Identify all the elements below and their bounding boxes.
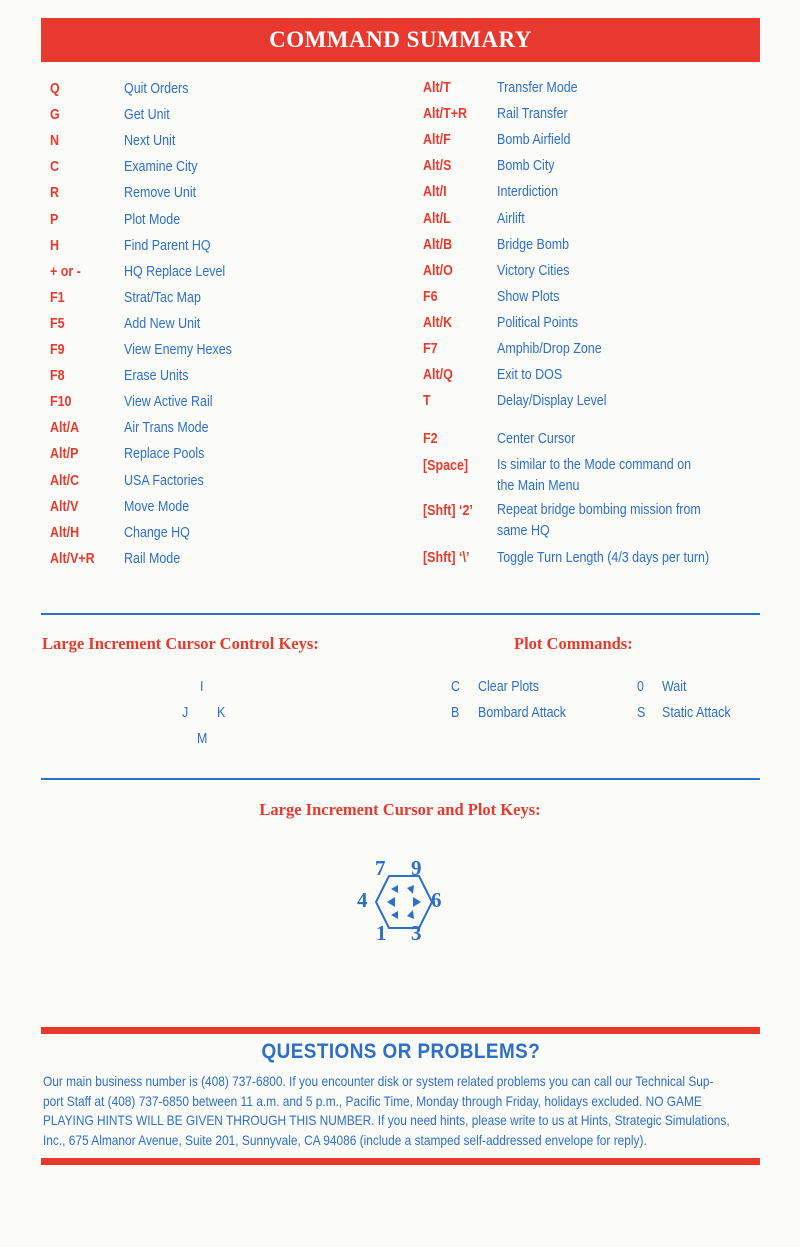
questions-line: port Staff at (408) 737-6850 between 11 a.m. and 5 p.m., Pacific Time, Monday through Friday, holidays excluded. NO GAME: [43, 1092, 702, 1109]
questions-line: Inc., 675 Almanor Avenue, Suite 201, Sunnyvale, CA 94086 (include a stamped self-addressed envelope for reply).: [43, 1131, 647, 1148]
plot-desc: Wait: [662, 679, 687, 695]
cursor-key-up: I: [200, 679, 204, 695]
hex-label-7: 7: [375, 856, 386, 880]
command-row: [423, 312, 753, 334]
hex-label-3: 3: [411, 921, 422, 945]
hex-label-4: 4: [357, 888, 368, 912]
command-key: F9: [50, 342, 65, 358]
hex-label-6: 6: [431, 888, 442, 912]
command-desc: Interdiction: [497, 184, 559, 200]
command-key: R: [50, 185, 60, 201]
command-row: [50, 339, 380, 361]
command-desc: View Enemy Hexes: [124, 342, 232, 358]
command-desc: Change HQ: [124, 525, 190, 541]
command-key: Alt/P: [50, 446, 79, 462]
command-key: T: [423, 393, 431, 409]
command-row: [423, 286, 753, 308]
command-row: [423, 364, 753, 386]
questions-line: PLAYING HINTS WILL BE GIVEN THROUGH THIS NUMBER. If you need hints, please write to us at Hints, Strategic Simulations,: [43, 1112, 730, 1128]
hex-label-9: 9: [411, 856, 422, 880]
command-desc: View Active Rail: [124, 394, 213, 410]
command-key: [Space]: [423, 458, 469, 474]
command-key: F5: [50, 316, 65, 332]
command-row: [50, 156, 380, 178]
command-key: Alt/T: [423, 80, 451, 96]
command-row: [423, 428, 753, 450]
cursor-key-left: J: [182, 705, 189, 721]
command-desc: [497, 500, 701, 542]
command-desc: Replace Pools: [124, 446, 205, 462]
command-desc: Add New Unit: [124, 316, 201, 332]
command-key: N: [50, 133, 60, 149]
command-desc: Show Plots: [497, 289, 560, 305]
command-key: Alt/V: [50, 499, 79, 515]
command-row: [50, 261, 380, 283]
divider-top: [41, 613, 760, 615]
command-row: [423, 181, 753, 203]
command-desc: [497, 455, 691, 497]
command-key: F6: [423, 289, 438, 305]
cursor-key-down: M: [197, 731, 208, 747]
command-key: Alt/O: [423, 263, 453, 279]
plot-key: C: [451, 679, 461, 695]
command-desc: Political Points: [497, 315, 579, 331]
questions-title: QUESTIONS OR PROBLEMS?: [261, 1040, 540, 1063]
command-row: [50, 496, 380, 518]
command-row: [50, 391, 380, 413]
command-key: F10: [50, 394, 72, 410]
command-key: Alt/C: [50, 473, 80, 489]
red-rule-top: [41, 1027, 760, 1034]
command-desc: USA Factories: [124, 473, 204, 489]
command-key: + or -: [50, 264, 81, 280]
command-key: Alt/B: [423, 237, 453, 253]
command-desc: Remove Unit: [124, 185, 197, 201]
cursor-keys-title: Large Increment Cursor Control Keys:: [42, 634, 319, 653]
command-row: [423, 155, 753, 177]
command-desc: Delay/Display Level: [497, 393, 607, 409]
command-row: [50, 104, 380, 126]
command-key: P: [50, 212, 59, 228]
command-row: [50, 209, 380, 231]
command-key: Alt/V+R: [50, 551, 95, 567]
command-key: Alt/F: [423, 132, 451, 148]
command-desc-line: the Main Menu: [497, 478, 580, 494]
command-key: Alt/I: [423, 184, 447, 200]
command-key: Alt/Q: [423, 367, 453, 383]
command-row: [423, 455, 753, 499]
command-row: [423, 260, 753, 282]
command-row: [423, 103, 753, 125]
hex-label-1: 1: [376, 921, 387, 945]
command-row: [50, 522, 380, 544]
command-desc: Bridge Bomb: [497, 237, 570, 253]
plot-desc: Clear Plots: [478, 679, 539, 695]
plot-key: B: [451, 705, 460, 721]
command-row: [50, 548, 380, 570]
command-desc: Examine City: [124, 159, 198, 175]
command-key: H: [50, 238, 60, 254]
command-row: [50, 470, 380, 492]
command-row: [423, 77, 753, 99]
cursor-key-right: K: [217, 705, 226, 721]
plot-key: S: [637, 705, 646, 721]
command-row: [50, 443, 380, 465]
command-desc: Quit Orders: [124, 81, 189, 97]
command-key: F8: [50, 368, 65, 384]
command-row: [50, 417, 380, 439]
command-row: [50, 235, 380, 257]
command-key: Alt/A: [50, 420, 80, 436]
plot-key: 0: [637, 679, 644, 695]
command-desc: Move Mode: [124, 499, 190, 515]
command-desc: Erase Units: [124, 368, 189, 384]
command-row: [50, 182, 380, 204]
plot-desc: Bombard Attack: [478, 705, 567, 721]
command-desc: Plot Mode: [124, 212, 181, 228]
command-desc: Next Unit: [124, 133, 176, 149]
command-row: [50, 78, 380, 100]
command-row: [423, 129, 753, 151]
divider-bottom: [41, 778, 760, 780]
plot-desc: Static Attack: [662, 705, 731, 721]
command-desc: Airlift: [497, 211, 525, 227]
command-row: [50, 313, 380, 335]
command-row: [423, 500, 753, 544]
command-summary-banner: COMMAND SUMMARY: [41, 18, 760, 62]
command-desc: Rail Mode: [124, 551, 181, 567]
questions-body: [43, 1072, 740, 1150]
command-desc: Bomb City: [497, 158, 555, 174]
command-key: Alt/S: [423, 158, 452, 174]
plot-keys-title: Large Increment Cursor and Plot Keys:: [259, 800, 541, 819]
plot-commands-title: Plot Commands:: [514, 634, 633, 653]
command-desc: Victory Cities: [497, 263, 570, 279]
command-desc-line: Is similar to the Mode command on: [497, 457, 692, 473]
command-row: [50, 130, 380, 152]
command-row: [423, 208, 753, 230]
command-row: [423, 390, 753, 412]
command-key: [Shft] ‘\’: [423, 550, 470, 566]
command-key: F1: [50, 290, 65, 306]
command-desc: HQ Replace Level: [124, 264, 226, 280]
command-row: [423, 547, 753, 569]
command-key: [Shft] ‘2’: [423, 503, 473, 519]
command-key: Alt/H: [50, 525, 80, 541]
command-desc: Rail Transfer: [497, 106, 568, 122]
command-key: F2: [423, 431, 438, 447]
command-row: [423, 234, 753, 256]
command-desc: Find Parent HQ: [124, 238, 211, 254]
command-desc: Air Trans Mode: [124, 420, 209, 436]
command-desc: Center Cursor: [497, 431, 576, 447]
command-row: [423, 338, 753, 360]
command-key: Alt/L: [423, 211, 451, 227]
red-rule-bottom: [41, 1158, 760, 1165]
command-desc: Toggle Turn Length (4/3 days per turn): [497, 550, 710, 566]
command-desc-line: same HQ: [497, 523, 550, 539]
command-key: F7: [423, 341, 438, 357]
command-desc: Strat/Tac Map: [124, 290, 201, 306]
command-key: C: [50, 159, 60, 175]
questions-line: Our main business number is (408) 737-6800. If you encounter disk or system related problems you can call our Technical Sup-: [43, 1073, 714, 1089]
command-desc: Amphib/Drop Zone: [497, 341, 602, 357]
command-key: Q: [50, 81, 60, 97]
command-row: [50, 287, 380, 309]
command-desc-line: Repeat bridge bombing mission from: [497, 502, 701, 518]
command-desc: Get Unit: [124, 107, 170, 123]
command-desc: Exit to DOS: [497, 367, 563, 383]
command-desc: Bomb Airfield: [497, 132, 571, 148]
command-desc: Transfer Mode: [497, 80, 578, 96]
command-key: Alt/T+R: [423, 106, 467, 122]
command-key: Alt/K: [423, 315, 453, 331]
command-key: G: [50, 107, 60, 123]
command-row: [50, 365, 380, 387]
